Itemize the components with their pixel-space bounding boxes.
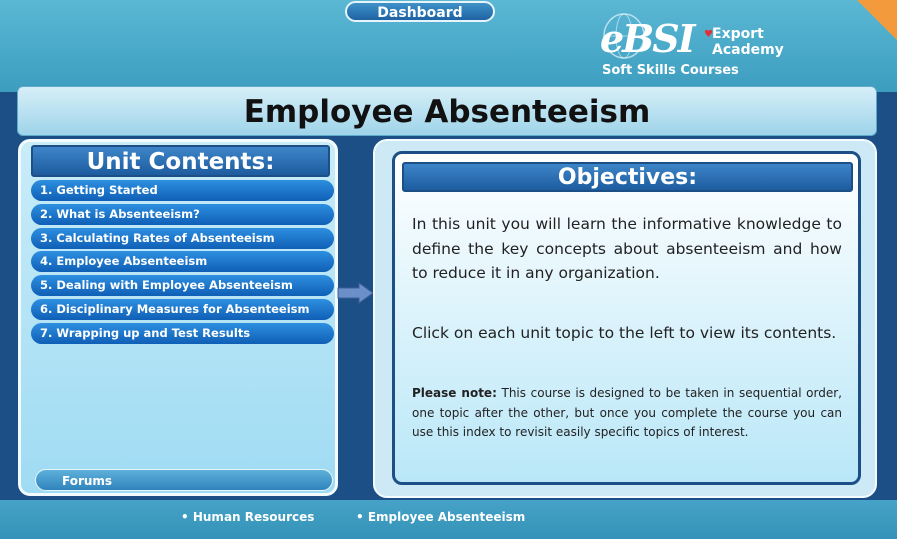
note-text: This course is designed to be taken in sequential order, one topic after the other, but once you complete the course you can use this index to revisit easily specific topics of interest. [412, 386, 842, 439]
unit-contents-heading: Unit Contents: [31, 145, 330, 177]
logo-subtitle: Soft Skills Courses [602, 63, 739, 78]
logo-line1: Export [712, 26, 764, 42]
breadcrumb-human-resources[interactable]: • Human Resources [181, 510, 315, 524]
forums-button[interactable]: Forums [35, 469, 333, 491]
logo-brand: eBSI [600, 16, 694, 61]
dashboard-button[interactable]: Dashboard [345, 1, 495, 22]
unit-item-disciplinary-measures[interactable]: 6. Disciplinary Measures for Absenteeism [31, 299, 334, 320]
unit-item-dealing-with-absenteeism[interactable]: 5. Dealing with Employee Absenteeism [31, 275, 334, 296]
arrow-right-icon [337, 282, 375, 304]
unit-item-employee-absenteeism[interactable]: 4. Employee Absenteeism [31, 251, 334, 272]
heart-icon: ♥ [704, 29, 713, 40]
objectives-panel [373, 139, 877, 498]
ebsi-logo [600, 10, 784, 82]
unit-item-what-is-absenteeism[interactable]: 2. What is Absenteeism? [31, 204, 334, 225]
corner-decoration [857, 0, 897, 40]
unit-item-wrapping-up[interactable]: 7. Wrapping up and Test Results [31, 323, 334, 344]
objectives-note [412, 384, 842, 443]
objectives-paragraph-1: In this unit you will learn the informative knowledge to define the key concepts about absenteeism and how to reduce it in any organization. [412, 215, 842, 282]
unit-list [31, 180, 334, 347]
note-label: Please note: [412, 386, 497, 400]
title-bar [17, 86, 877, 136]
unit-item-getting-started[interactable]: 1. Getting Started [31, 180, 334, 201]
unit-item-calculating-rates[interactable]: 3. Calculating Rates of Absenteeism [31, 228, 334, 249]
breadcrumb-employee-absenteeism[interactable]: • Employee Absenteeism [356, 510, 526, 524]
objectives-box [392, 151, 861, 485]
page-title: Employee Absenteeism [243, 94, 651, 130]
objectives-paragraph-2: Click on each unit topic to the left to view its contents. [412, 324, 837, 342]
logo-line2: Academy [712, 42, 784, 58]
objectives-heading: Objectives: [402, 162, 853, 192]
unit-contents-panel [18, 139, 338, 496]
